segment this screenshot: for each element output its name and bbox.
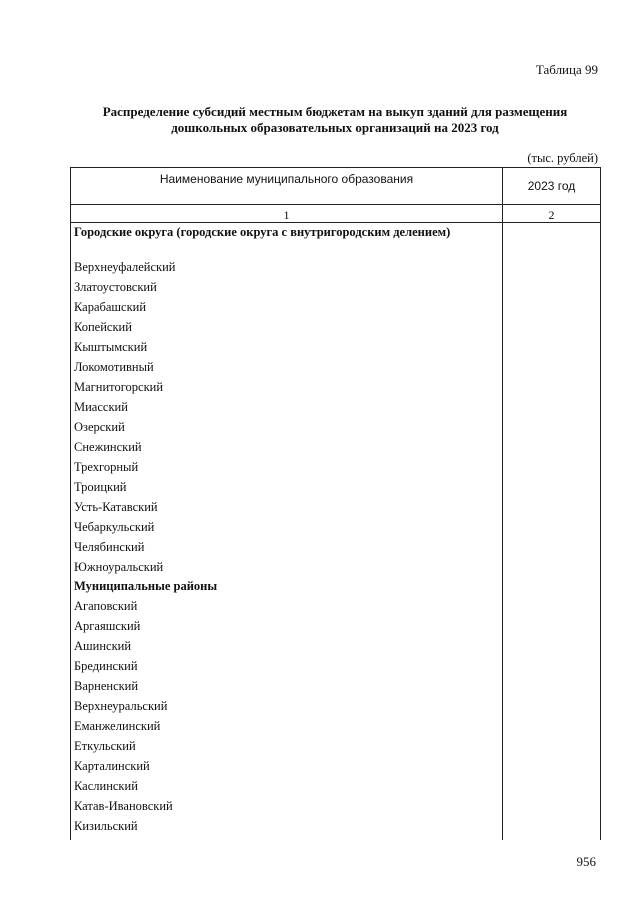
municipal-districts-list: [74, 596, 500, 836]
table-row: Еткульский: [74, 739, 136, 753]
table-row: Карабашский: [74, 300, 147, 314]
table-row: Катав-Ивановский: [74, 799, 173, 813]
column-header-name: Наименование муниципального образования: [159, 172, 414, 186]
table-row: Кизильский: [74, 819, 138, 833]
group-title-municipal-districts: Муниципальные районы: [74, 579, 218, 593]
table-row: Кыштымский: [74, 340, 148, 354]
table-row: Верхнеуральский: [74, 699, 168, 713]
table-row: Снежинский: [74, 440, 142, 454]
page-number: 956: [576, 854, 596, 869]
table-row: Каслинский: [74, 779, 138, 793]
table-row: Локомотивный: [74, 360, 154, 374]
urban-districts-list: [74, 257, 500, 577]
subsidy-table: [70, 167, 601, 840]
table-number: Таблица 99: [535, 62, 598, 77]
column-header-year: 2023 год: [527, 179, 576, 193]
table-row: Южноуральский: [74, 560, 164, 574]
column-number-divider: [71, 222, 600, 223]
table-row: Златоустовский: [74, 280, 157, 294]
table-row: Троицкий: [74, 480, 127, 494]
table-row: Магнитогорский: [74, 380, 164, 394]
table-row: Карталинский: [74, 759, 150, 773]
table-row: Агаповский: [74, 599, 138, 613]
column-divider: [502, 168, 503, 840]
table-row: Ашинский: [74, 639, 132, 653]
units-label: (тыс. рублей): [527, 151, 598, 165]
table-row: Усть-Катавский: [74, 500, 158, 514]
table-row: Озерский: [74, 420, 125, 434]
table-row: Еманжелинский: [74, 719, 161, 733]
table-row: Чебаркульский: [74, 520, 155, 534]
table-row: Миасский: [74, 400, 128, 414]
table-row: Верхнеуфалейский: [74, 260, 176, 274]
table-row: Копейский: [74, 320, 132, 334]
table-row: Челябинский: [74, 540, 145, 554]
table-row: Аргаяшский: [74, 619, 141, 633]
column-number-1: 1: [283, 208, 290, 222]
page-title: Распределение субсидий местным бюджетам на выкуп зданий для размещения дошкольных образовательных организаций на 2023 год: [102, 104, 568, 135]
header-divider: [71, 204, 600, 205]
table-row: Варненский: [74, 679, 139, 693]
group-title-urban-districts: Городские округа (городские округа с внутригородским делением): [74, 225, 451, 239]
table-row: Брединский: [74, 659, 138, 673]
table-row: Трехгорный: [74, 460, 139, 474]
column-number-2: 2: [548, 208, 555, 222]
